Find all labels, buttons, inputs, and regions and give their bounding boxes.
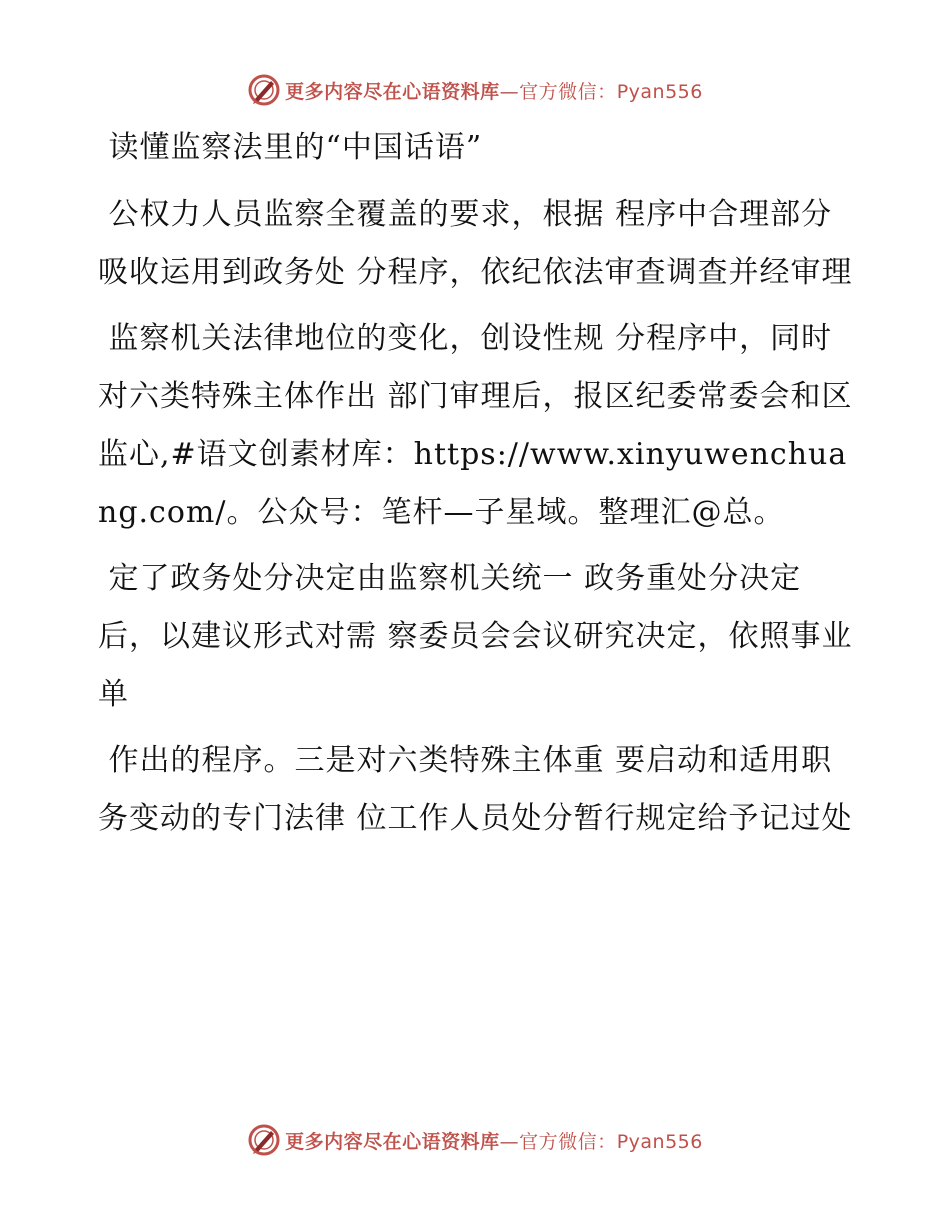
paragraph-4: 作出的程序。三是对六类特殊主体重 要启动和适用职务变动的专门法律 位工作人员处分暂行规定给予记过处 [98, 743, 853, 836]
pen-circle-logo-icon [247, 1123, 281, 1157]
pen-circle-logo-icon [247, 73, 281, 107]
banner-text: 更多内容尽在心语资料库—官方微信：Pyan556 [285, 80, 703, 103]
paragraph-2: 监察机关法律地位的变化，创设性规 分程序中，同时对六类特殊主体作出 部门审理后，报区纪委常委会和区监心,#语文创素材库：https://www.xinyuwenchuang.com/。公众号：笔杆—子星域。整理汇@总。 [98, 321, 853, 530]
banner-text: 更多内容尽在心语资料库—官方微信：Pyan556 [285, 1130, 703, 1153]
document-body [98, 120, 858, 848]
wechat-label: 官方微信： [519, 1130, 617, 1153]
wechat-id: Pyan556 [616, 80, 703, 103]
banner-separator: — [499, 1130, 520, 1153]
paragraph-1: 公权力人员监察全覆盖的要求，根据 程序中合理部分吸收运用到政务处 分程序，依纪依法审查调查并经审理 [98, 197, 853, 290]
paragraph-3: 定了政务处分决定由监察机关统一 政务重处分决定后，以建议形式对需 察委员会会议研究决定，依照事业单 [98, 561, 853, 712]
footer-banner [0, 1120, 950, 1160]
wechat-label: 官方微信： [519, 80, 617, 103]
document-title: 读懂监察法里的“中国话语” [98, 130, 483, 165]
header-banner [0, 70, 950, 110]
wechat-id: Pyan556 [616, 1130, 703, 1153]
banner-separator: — [499, 80, 520, 103]
